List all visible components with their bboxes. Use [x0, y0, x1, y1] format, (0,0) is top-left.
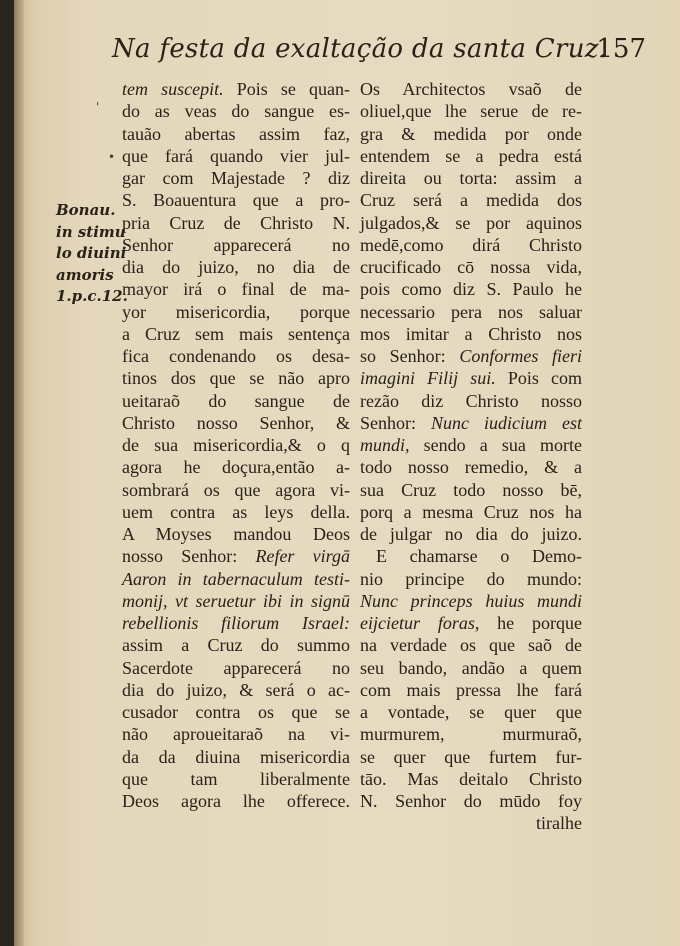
margin-note-line: Bonau. [56, 201, 116, 219]
text-line: a Cruz sem mais sentença [122, 323, 350, 344]
text-line: Sacerdote apparecerá no [122, 657, 350, 678]
text-line: mos imitar a Christo nos [360, 323, 582, 344]
text-line [360, 434, 582, 456]
latin-quote: tem suscepit. [122, 79, 224, 99]
text-line: a vontade, se quer que [360, 702, 582, 722]
ink-fleck: ' [96, 100, 100, 114]
text-line: de julgar no dia do juizo. [360, 524, 582, 544]
margin-note-line: lo diuini [56, 244, 127, 262]
line-segment: , he porque [474, 613, 582, 633]
line-segment: so Senhor: [360, 346, 460, 366]
latin-quote: Refer virgā [255, 546, 350, 567]
text-line: crucificado cō nossa vida, [360, 257, 582, 277]
text-line: tāo. Mas deitalo Christo [360, 768, 582, 789]
text-line: yor misericordia, porque [122, 301, 350, 322]
text-line: uem contra as leys della. [122, 501, 350, 522]
line-segment: Pois se quan- [223, 79, 350, 99]
latin-quote: eijcietur foras [360, 613, 475, 633]
text-line [360, 345, 582, 367]
text-line: Deos agora lhe offerece. [122, 791, 350, 811]
text-line: entendem se a pedra está [360, 145, 582, 166]
latin-quote: mundi, [360, 435, 410, 455]
text-line [122, 78, 350, 100]
running-head [112, 32, 652, 72]
line-segment: sendo a sua morte [409, 435, 582, 455]
text-line [122, 612, 350, 634]
text-line: Os Architectos vsaõ de [360, 79, 582, 99]
latin-quote: Aaron in tabernaculum testi- [122, 568, 350, 589]
text-line: S. Boauentura que a pro- [122, 190, 350, 211]
text-line: todo nosso remedio, & a [360, 457, 582, 478]
text-line: porq a mesma Cruz nos ha [360, 501, 582, 522]
text-line: murmurem, murmuraõ, [360, 724, 582, 745]
line-segment: nosso Senhor: [122, 546, 256, 567]
text-line: ueitaraõ do sangue de [122, 390, 350, 411]
latin-quote: Conformes fieri [459, 346, 582, 366]
text-line: rezão diz Christo nosso [360, 390, 582, 411]
text-line: sombrará os que agora vi- [122, 479, 350, 500]
running-title: Na festa da exaltação da santa Cruz. [112, 34, 608, 64]
text-line: medē,como dirá Christo [360, 234, 582, 255]
text-line [122, 590, 350, 612]
text-line: do as veas do sangue es- [122, 101, 350, 122]
text-line: da da diuina misericordia [122, 746, 350, 767]
text-line: com mais pressa lhe fará [360, 679, 582, 700]
text-line [360, 412, 582, 434]
text-line [360, 612, 582, 634]
margin-note [56, 200, 126, 308]
right-column [360, 78, 582, 835]
text-line [360, 367, 582, 389]
text-line: se quer que furtem fur- [360, 746, 582, 767]
text-line: A Moyses mandou Deos [122, 524, 350, 544]
latin-quote: imagini Filij sui. [360, 368, 496, 389]
text-line: que tam liberalmente [122, 768, 350, 789]
text-line: de sua misericordia,& o q [122, 435, 350, 455]
text-line [360, 590, 582, 612]
text-line: cusador contra os que se [122, 702, 350, 722]
text-line: E chamarse o Demo- [376, 546, 582, 567]
text-line: julgados,& se por aquinos [360, 212, 582, 233]
page-number: 157 [596, 34, 646, 64]
latin-quote: Nunc princeps huius mundi [360, 590, 582, 611]
text-line: sua Cruz todo nosso bē, [360, 479, 582, 500]
margin-note-line: amoris [56, 265, 114, 284]
line-segment: Senhor: [360, 412, 432, 433]
text-line: dia do juizo, & será o ac- [122, 679, 350, 700]
text-line: gra & medida por onde [360, 123, 582, 144]
text-line: Christo nosso Senhor, & [122, 412, 350, 433]
text-line: pois como diz S. Paulo he [360, 279, 582, 300]
text-line: tiralhe [536, 813, 582, 834]
text-line: não aproueitaraõ na vi- [122, 724, 350, 745]
text-line [122, 545, 350, 567]
margin-note-line: in stimu [56, 222, 126, 241]
latin-quote: rebellionis filiorum Israel: [122, 613, 350, 633]
text-line: tauão abertas assim faz, [122, 123, 350, 144]
text-line: Cruz será a medida dos [360, 190, 582, 211]
text-line: que fará quando vier jul- [122, 145, 350, 166]
text-line: na verdade os que saõ de [360, 635, 582, 656]
text-line: Senhor apparecerá no [122, 234, 350, 255]
ink-fleck: • [108, 150, 116, 164]
latin-quote: Nunc iudicium est [431, 412, 583, 433]
margin-note-line: 1.p.c.12. [56, 287, 128, 305]
left-column [122, 78, 350, 812]
text-line: pria Cruz de Christo N. [122, 212, 350, 233]
text-line: seu bando, andão a quem [360, 657, 582, 678]
text-line: fica condenando os desa- [122, 346, 350, 366]
page-gutter [14, 0, 24, 946]
text-line: tinos dos que se não apro [122, 368, 350, 389]
text-line: direita ou torta: assim a [360, 168, 582, 188]
line-segment: Pois com [495, 368, 582, 389]
latin-quote: monij, vt seruetur ibi in signū [122, 590, 350, 611]
text-line: necessario pera nos saluar [360, 301, 582, 322]
text-line: oliuel,que lhe serue de re- [360, 101, 582, 122]
text-line: assim a Cruz do summo [122, 635, 350, 656]
text-line: nio principe do mundo: [360, 568, 582, 589]
text-line: dia do juizo, no dia de [122, 257, 350, 277]
text-line [122, 568, 350, 590]
text-line: gar com Majestade ? diz [122, 168, 350, 188]
text-line: mayor irá o final de ma- [122, 279, 350, 300]
text-line: agora he doçura,então a- [122, 457, 350, 478]
text-line: N. Senhor do mūdo foy [360, 791, 582, 811]
